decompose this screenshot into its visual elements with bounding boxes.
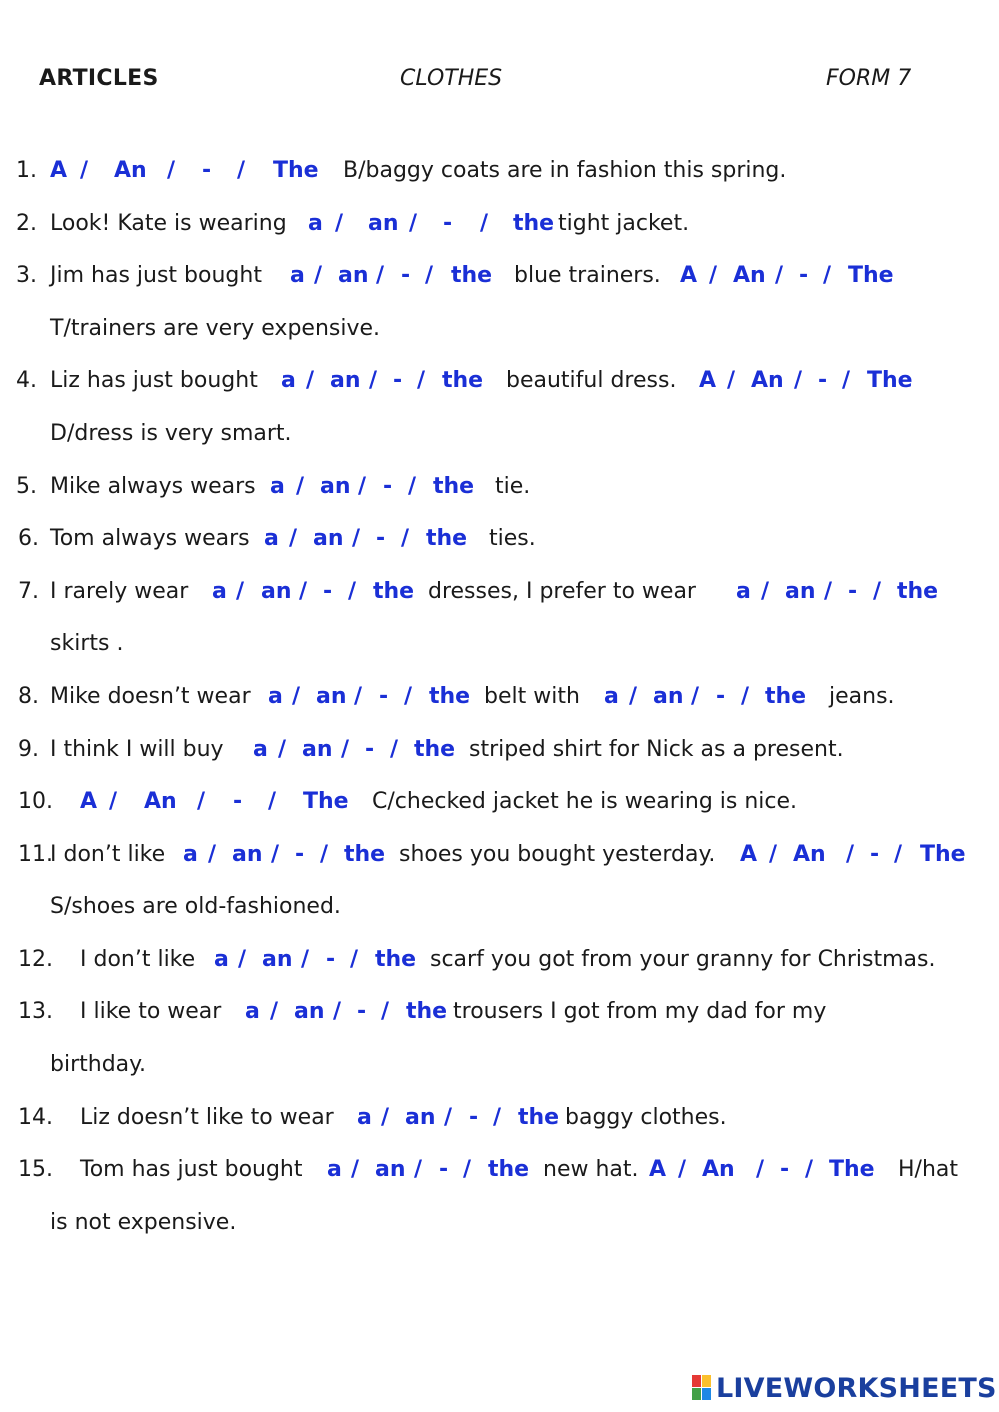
choice-an[interactable]: an	[405, 1105, 436, 1130]
choice-a[interactable]: a	[268, 684, 283, 709]
choice-the-capital[interactable]: The	[867, 368, 913, 393]
choice-the[interactable]: the	[897, 579, 939, 604]
sentence-text: striped shirt for Nick as a present.	[469, 737, 844, 762]
choice-separator: /	[417, 368, 426, 393]
choice-separator: /	[823, 263, 832, 288]
choice-an[interactable]: an	[375, 1157, 406, 1182]
sentence-text: tight jacket.	[558, 211, 690, 236]
sentence-text: baggy clothes.	[565, 1105, 727, 1130]
choice-the[interactable]: the	[375, 947, 417, 972]
choice-the[interactable]: the	[426, 526, 468, 551]
exercise-item-1	[0, 158, 999, 198]
item-number: 7.	[18, 579, 39, 604]
choice-zero[interactable]: -	[233, 789, 243, 814]
choice-zero[interactable]: -	[365, 737, 375, 762]
topic-title: ARTICLES	[39, 66, 159, 91]
choice-separator: /	[289, 526, 298, 551]
choice-separator: /	[306, 368, 315, 393]
item-number: 11.	[18, 842, 53, 867]
choice-the[interactable]: the	[406, 999, 448, 1024]
sentence-text: I don’t like	[80, 947, 196, 972]
choice-zero[interactable]: -	[393, 368, 403, 393]
choice-a[interactable]: a	[214, 947, 229, 972]
choice-a[interactable]: a	[357, 1105, 372, 1130]
choice-separator: /	[376, 263, 385, 288]
exercise-item-7	[0, 579, 999, 619]
exercise-item-2	[0, 211, 999, 251]
choice-the-capital[interactable]: The	[829, 1157, 875, 1182]
choice-zero[interactable]: -	[401, 263, 411, 288]
choice-zero[interactable]: -	[326, 947, 336, 972]
sentence-text: Look! Kate is wearing	[50, 211, 287, 236]
choice-the[interactable]: the	[518, 1105, 560, 1130]
exercise-item-14	[0, 1105, 999, 1145]
exercise-item-6	[0, 526, 999, 566]
choice-separator: /	[236, 579, 245, 604]
choice-the-capital[interactable]: The	[848, 263, 894, 288]
subject-title: CLOTHES	[400, 66, 503, 91]
sentence-text: D/dress is very smart.	[50, 421, 292, 446]
choice-a[interactable]: a	[264, 526, 279, 551]
item-number: 8.	[18, 684, 39, 709]
choice-zero[interactable]: -	[848, 579, 858, 604]
exercise-item-8	[0, 684, 999, 724]
sentence-text: Liz has just bought	[50, 368, 258, 393]
sentence-text: H/hat	[898, 1157, 959, 1182]
choice-separator: /	[80, 158, 89, 183]
choice-the[interactable]: the	[429, 684, 471, 709]
choice-separator: /	[238, 947, 247, 972]
choice-separator: /	[197, 789, 206, 814]
choice-separator: /	[351, 1157, 360, 1182]
choice-a-capital[interactable]: A	[740, 842, 758, 867]
item-number: 6.	[18, 526, 39, 551]
choice-separator: /	[296, 474, 305, 499]
choice-the[interactable]: the	[488, 1157, 530, 1182]
item-number: 12.	[18, 947, 53, 972]
choice-zero[interactable]: -	[357, 999, 367, 1024]
choice-separator: /	[691, 684, 700, 709]
choice-zero[interactable]: -	[443, 211, 453, 236]
choice-the-capital[interactable]: The	[920, 842, 966, 867]
choice-separator: /	[769, 842, 778, 867]
choice-a-capital[interactable]: A	[699, 368, 717, 393]
exercise-item-15	[0, 1157, 999, 1197]
exercise-item-5	[0, 474, 999, 514]
choice-zero[interactable]: -	[469, 1105, 479, 1130]
exercise-item-15-continued	[0, 1210, 999, 1250]
sentence-text: scarf you got from your granny for Christmas.	[430, 947, 936, 972]
choice-an-capital[interactable]: An	[793, 842, 826, 867]
sentence-text: B/baggy coats are in fashion this spring.	[343, 158, 787, 183]
choice-separator: /	[314, 263, 323, 288]
sentence-text: new hat.	[543, 1157, 639, 1182]
choice-separator: /	[268, 789, 277, 814]
choice-separator: /	[352, 526, 361, 551]
choice-separator: /	[678, 1157, 687, 1182]
exercise-item-11	[0, 842, 999, 882]
sentence-text: beautiful dress.	[506, 368, 677, 393]
choice-an[interactable]: an	[232, 842, 263, 867]
choice-the-capital[interactable]: The	[303, 789, 349, 814]
choice-separator: /	[167, 158, 176, 183]
choice-the[interactable]: the	[513, 211, 555, 236]
sentence-text: Liz doesn’t like to wear	[80, 1105, 334, 1130]
item-number: 3.	[16, 263, 37, 288]
choice-an-capital[interactable]: An	[702, 1157, 735, 1182]
choice-an-capital[interactable]: An	[751, 368, 784, 393]
sentence-text: I think I will buy	[50, 737, 224, 762]
sentence-text: Tom always wears	[50, 526, 250, 551]
choice-separator: /	[709, 263, 718, 288]
sentence-text: C/checked jacket he is wearing is nice.	[372, 789, 798, 814]
sentence-text: I rarely wear	[50, 579, 189, 604]
choice-separator: /	[335, 211, 344, 236]
choice-an[interactable]: an	[785, 579, 816, 604]
choice-separator: /	[741, 684, 750, 709]
choice-zero[interactable]: -	[379, 684, 389, 709]
choice-separator: /	[404, 684, 413, 709]
choice-a[interactable]: a	[212, 579, 227, 604]
sentence-text: ties.	[489, 526, 536, 551]
choice-separator: /	[320, 842, 329, 867]
exercise-item-4	[0, 368, 999, 408]
choice-zero[interactable]: -	[439, 1157, 449, 1182]
choice-separator: /	[381, 999, 390, 1024]
choice-separator: /	[270, 999, 279, 1024]
choice-separator: /	[348, 579, 357, 604]
choice-separator: /	[271, 842, 280, 867]
item-number: 14.	[18, 1105, 53, 1130]
choice-an[interactable]: an	[338, 263, 369, 288]
choice-separator: /	[629, 684, 638, 709]
sentence-text: belt with	[484, 684, 580, 709]
item-number: 1.	[16, 158, 37, 183]
choice-separator: /	[493, 1105, 502, 1130]
exercise-item-11-continued	[0, 894, 999, 934]
choice-separator: /	[842, 368, 851, 393]
choice-separator: /	[278, 737, 287, 762]
choice-a-capital[interactable]: A	[680, 263, 698, 288]
sentence-text: Jim has just bought	[50, 263, 262, 288]
choice-separator: /	[301, 947, 310, 972]
choice-zero[interactable]: -	[202, 158, 212, 183]
choice-separator: /	[756, 1157, 765, 1182]
choice-separator: /	[805, 1157, 814, 1182]
item-number: 5.	[16, 474, 37, 499]
choice-the[interactable]: the	[373, 579, 415, 604]
choice-the[interactable]: the	[414, 737, 456, 762]
choice-separator: /	[292, 684, 301, 709]
choice-separator: /	[444, 1105, 453, 1130]
choice-the[interactable]: the	[344, 842, 386, 867]
exercise-item-12	[0, 947, 999, 987]
sentence-text: shoes you bought yesterday.	[399, 842, 716, 867]
choice-separator: /	[369, 368, 378, 393]
choice-an[interactable]: an	[262, 947, 293, 972]
choice-separator: /	[761, 579, 770, 604]
choice-an[interactable]: an	[313, 526, 344, 551]
choice-separator: /	[846, 842, 855, 867]
item-number: 9.	[18, 737, 39, 762]
item-number: 2.	[16, 211, 37, 236]
choice-an-capital[interactable]: An	[144, 789, 177, 814]
choice-zero[interactable]: -	[799, 263, 809, 288]
exercise-item-4-continued	[0, 421, 999, 461]
exercise-item-13-continued	[0, 1052, 999, 1092]
choice-zero[interactable]: -	[323, 579, 333, 604]
sentence-text: dresses, I prefer to wear	[428, 579, 696, 604]
liveworksheets-logo-icon	[692, 1375, 712, 1401]
choice-separator: /	[354, 684, 363, 709]
choice-separator: /	[414, 1157, 423, 1182]
choice-a-capital[interactable]: A	[80, 789, 98, 814]
choice-an[interactable]: An	[114, 158, 147, 183]
worksheet-header	[0, 66, 999, 98]
sentence-text: blue trainers.	[514, 263, 661, 288]
sentence-text: jeans.	[829, 684, 895, 709]
brand-name: LIVEWORKSHEETS	[716, 1372, 997, 1404]
sentence-text: T/trainers are very expensive.	[50, 316, 381, 341]
sentence-text: birthday.	[50, 1052, 147, 1077]
choice-a[interactable]: a	[290, 263, 305, 288]
item-number: 15.	[18, 1157, 53, 1182]
choice-the[interactable]: the	[451, 263, 493, 288]
choice-a-capital[interactable]: A	[649, 1157, 667, 1182]
choice-separator: /	[333, 999, 342, 1024]
choice-an[interactable]: an	[330, 368, 361, 393]
choice-a[interactable]: a	[245, 999, 260, 1024]
choice-the[interactable]: the	[765, 684, 807, 709]
choice-zero[interactable]: -	[295, 842, 305, 867]
choice-separator: /	[425, 263, 434, 288]
sentence-text: I like to wear	[80, 999, 222, 1024]
choice-an[interactable]: an	[294, 999, 325, 1024]
sentence-text: tie.	[495, 474, 531, 499]
item-number: 10.	[18, 789, 53, 814]
choice-separator: /	[299, 579, 308, 604]
choice-the[interactable]: The	[273, 158, 319, 183]
choice-separator: /	[775, 263, 784, 288]
choice-separator: /	[350, 947, 359, 972]
choice-a[interactable]: a	[183, 842, 198, 867]
choice-the[interactable]: the	[433, 474, 475, 499]
choice-zero[interactable]: -	[780, 1157, 790, 1182]
exercise-item-3	[0, 263, 999, 303]
choice-separator: /	[409, 211, 418, 236]
choice-separator: /	[358, 474, 367, 499]
choice-separator: /	[463, 1157, 472, 1182]
choice-the[interactable]: the	[442, 368, 484, 393]
choice-separator: /	[109, 789, 118, 814]
choice-separator: /	[727, 368, 736, 393]
choice-separator: /	[873, 579, 882, 604]
item-number: 4.	[16, 368, 37, 393]
choice-separator: /	[237, 158, 246, 183]
choice-a[interactable]: a	[270, 474, 285, 499]
choice-an[interactable]: an	[320, 474, 351, 499]
exercise-item-10	[0, 789, 999, 829]
choice-separator: /	[824, 579, 833, 604]
choice-zero[interactable]: -	[716, 684, 726, 709]
choice-a[interactable]: a	[736, 579, 751, 604]
choice-a[interactable]: a	[604, 684, 619, 709]
choice-separator: /	[341, 737, 350, 762]
exercise-item-7-continued	[0, 631, 999, 671]
form-label: FORM 7	[826, 66, 912, 91]
choice-zero[interactable]: -	[383, 474, 393, 499]
choice-a[interactable]: A	[50, 158, 68, 183]
sentence-text: S/shoes are old-fashioned.	[50, 894, 341, 919]
sentence-text: is not expensive.	[50, 1210, 237, 1235]
exercise-item-3-continued	[0, 316, 999, 356]
choice-separator: /	[408, 474, 417, 499]
sentence-text: I don’t like	[50, 842, 166, 867]
choice-an[interactable]: an	[368, 211, 399, 236]
choice-separator: /	[390, 737, 399, 762]
choice-an[interactable]: an	[302, 737, 333, 762]
choice-a[interactable]: a	[281, 368, 296, 393]
choice-an[interactable]: an	[316, 684, 347, 709]
choice-separator: /	[401, 526, 410, 551]
choice-a[interactable]: a	[327, 1157, 342, 1182]
choice-an[interactable]: an	[261, 579, 292, 604]
choice-an[interactable]: an	[653, 684, 684, 709]
choice-separator: /	[894, 842, 903, 867]
choice-zero[interactable]: -	[818, 368, 828, 393]
sentence-text: skirts .	[50, 631, 124, 656]
sentence-text: Mike doesn’t wear	[50, 684, 251, 709]
choice-a[interactable]: a	[253, 737, 268, 762]
item-number: 13.	[18, 999, 53, 1024]
choice-a[interactable]: a	[308, 211, 323, 236]
choice-zero[interactable]: -	[870, 842, 880, 867]
sentence-text: trousers I got from my dad for my	[453, 999, 827, 1024]
sentence-text: Mike always wears	[50, 474, 256, 499]
choice-separator: /	[208, 842, 217, 867]
liveworksheets-logo[interactable]	[692, 1372, 997, 1404]
choice-separator: /	[480, 211, 489, 236]
choice-separator: /	[794, 368, 803, 393]
choice-zero[interactable]: -	[376, 526, 386, 551]
sentence-text: Tom has just bought	[80, 1157, 303, 1182]
exercise-item-13	[0, 999, 999, 1039]
choice-an-capital[interactable]: An	[733, 263, 766, 288]
exercise-item-9	[0, 737, 999, 777]
choice-separator: /	[381, 1105, 390, 1130]
